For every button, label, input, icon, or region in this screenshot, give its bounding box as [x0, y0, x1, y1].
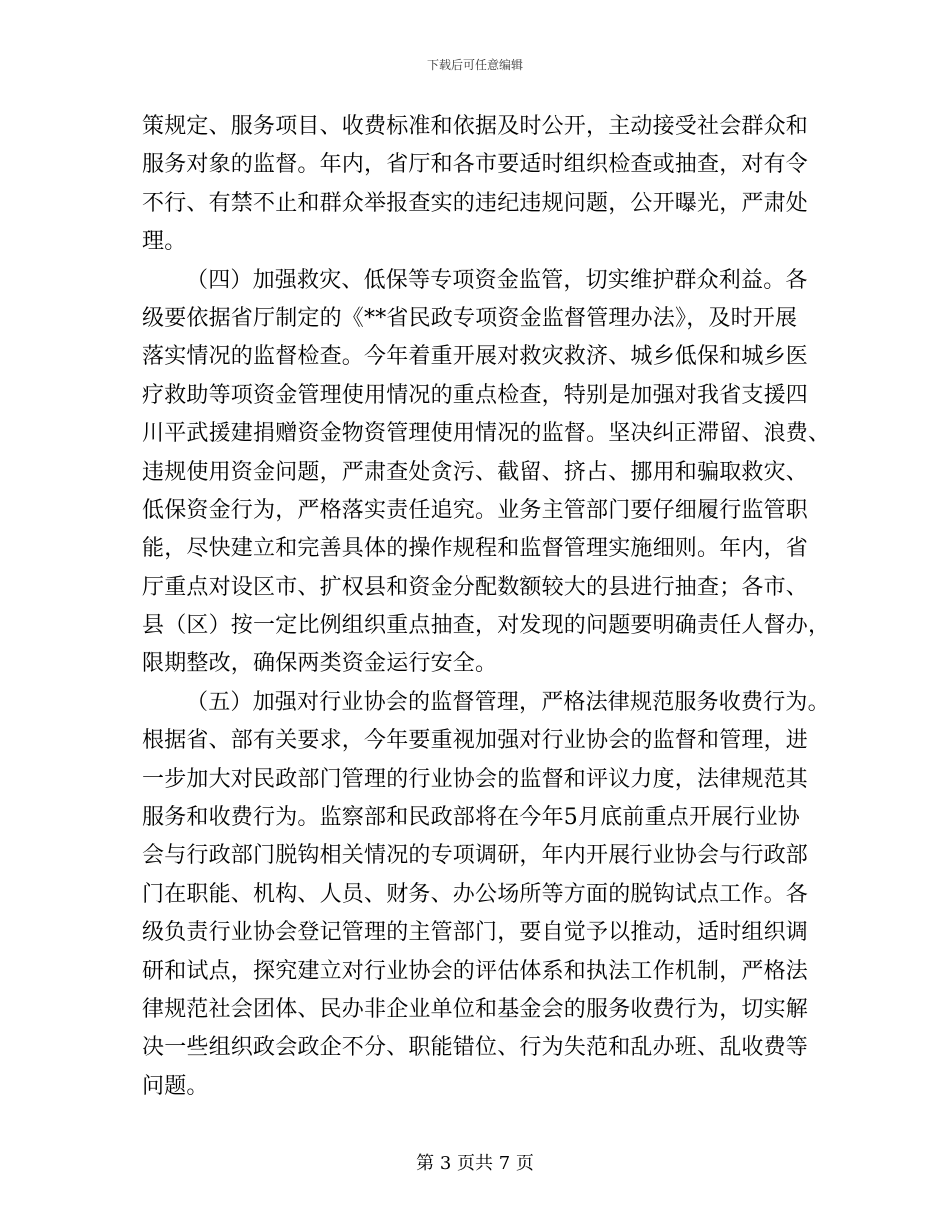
page-number: 第 3 页共 7 页 [416, 1153, 534, 1174]
body-line: 根据省、部有关要求，今年要重视加强对行业协会的监督和管理，进 [142, 728, 809, 754]
section-five-heading-line: （五）加强对行业协会的监督管理，严格法律规范服务收费行为。 [186, 689, 830, 715]
body-line: 落实情况的监督检查。今年着重开展对救灾救济、城乡低保和城乡医 [142, 344, 809, 370]
body-line: 研和试点，探究建立对行业协会的评估体系和执法工作机制，严格法 [142, 958, 809, 984]
body-line: 理。 [142, 229, 187, 255]
body-line: 门在职能、机构、人员、财务、办公场所等方面的脱钩试点工作。各 [142, 881, 809, 907]
body-line: 服务对象的监督。年内，省厅和各市要适时组织检查或抽查，对有令 [142, 152, 809, 178]
body-line: 不行、有禁不止和群众举报查实的违纪违规问题，公开曝光，严肃处 [142, 190, 809, 216]
body-line: 策规定、服务项目、收费标准和依据及时公开，主动接受社会群众和 [142, 114, 809, 139]
body-line: 级要依据省厅制定的《**省民政专项资金监督管理办法》，及时开展 [142, 305, 798, 331]
body-line: 律规范社会团体、民办非企业单位和基金会的服务收费行为，切实解 [142, 996, 809, 1022]
body-line: 能，尽快建立和完善具体的操作规程和监督管理实施细则。年内，省 [142, 536, 809, 562]
section-four-heading-line: （四）加强救灾、低保等专项资金监管，切实维护群众利益。各 [186, 267, 808, 293]
body-line: 厅重点对设区市、扩权县和资金分配数额较大的县进行抽查；各市、 [142, 574, 809, 600]
body-line: 一步加大对民政部门管理的行业协会的监督和评议力度，法律规范其 [142, 766, 809, 792]
body-line: 川平武援建捐赠资金物资管理使用情况的监督。坚决纠正滞留、浪费、 [142, 421, 831, 447]
body-line: 决一些组织政会政企不分、职能错位、行为失范和乱办班、乱收费等 [142, 1035, 809, 1061]
body-line: 级负责行业协会登记管理的主管部门，要自觉予以推动，适时组织调 [142, 920, 809, 946]
body-line: 限期整改，确保两类资金运行安全。 [142, 651, 498, 677]
body-line: 县（区）按一定比例组织重点抽查，对发现的问题要明确责任人督办， [142, 613, 831, 639]
body-line: 低保资金行为，严格落实责任追究。业务主管部门要仔细履行监管职 [142, 497, 809, 523]
body-line: 会与行政部门脱钩相关情况的专项调研，年内开展行业协会与行政部 [142, 843, 809, 869]
page-header-note: 下载后可任意编辑 [426, 58, 523, 72]
body-line: 疗救助等项资金管理使用情况的重点检查，特别是加强对我省支援四 [142, 382, 809, 408]
body-line: 服务和收费行为。监察部和民政部将在今年5月底前重点开展行业协 [142, 805, 800, 831]
document-body [142, 108, 831, 1106]
body-line: 违规使用资金问题，严肃查处贪污、截留、挤占、挪用和骗取救灾、 [142, 459, 809, 485]
body-line: 问题。 [142, 1073, 209, 1099]
